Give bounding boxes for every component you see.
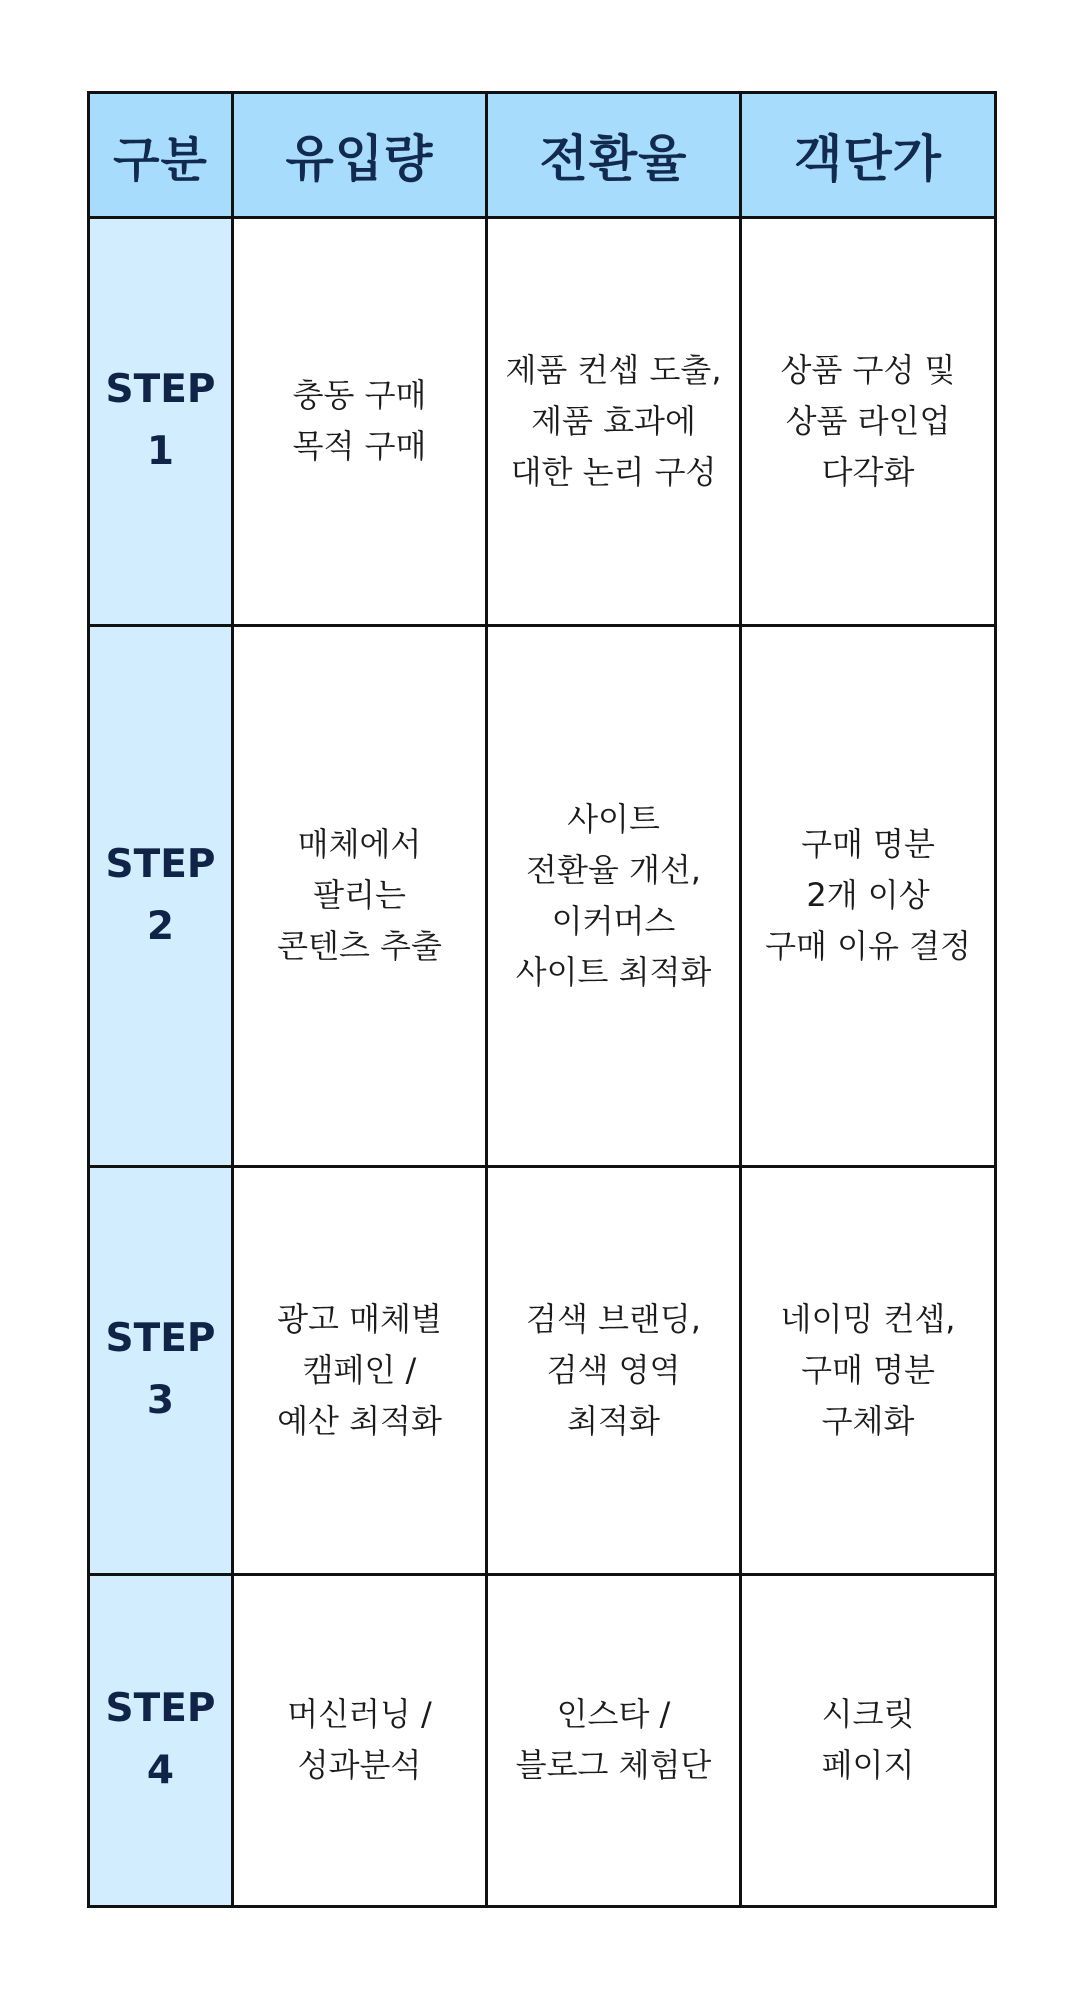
step-text: STEP 1 — [105, 367, 216, 475]
table-cell — [741, 1574, 996, 1906]
header-traffic: 유입량 — [233, 93, 487, 218]
step-text: STEP 3 — [105, 1316, 216, 1424]
table-header-row — [89, 93, 996, 218]
header-conversion-rate: 전환율 — [487, 93, 741, 218]
table-cell — [233, 218, 487, 626]
step-label — [89, 1574, 233, 1906]
table-cell — [233, 1574, 487, 1906]
strategy-table — [87, 91, 997, 1908]
table-cell — [741, 1167, 996, 1575]
cell-text: 매체에서 팔리는 콘텐츠 추출 — [277, 825, 442, 966]
strategy-table-container — [87, 91, 994, 1908]
step-label — [89, 218, 233, 626]
step-label — [89, 1167, 233, 1575]
table-row — [89, 218, 996, 626]
table-cell — [741, 625, 996, 1166]
table-row — [89, 1574, 996, 1906]
table-cell — [487, 625, 741, 1166]
step-text: STEP 2 — [105, 841, 216, 949]
cell-text: 검색 브랜딩, 검색 영역 최적화 — [526, 1299, 701, 1440]
table-cell — [487, 218, 741, 626]
cell-text: 제품 컨셉 도출, 제품 효과에 대한 논리 구성 — [505, 350, 722, 491]
cell-text: 상품 구성 및 상품 라인업 다각화 — [780, 350, 956, 491]
cell-text: 구매 명분 2개 이상 구매 이유 결정 — [765, 825, 971, 966]
cell-text: 사이트 전환율 개선, 이커머스 사이트 최적화 — [515, 799, 712, 991]
table-row — [89, 625, 996, 1166]
table-cell — [487, 1574, 741, 1906]
cell-text: 인스타 / 블로그 체험단 — [515, 1695, 712, 1785]
header-category: 구분 — [89, 93, 233, 218]
table-cell — [487, 1167, 741, 1575]
cell-text: 광고 매체별 캠페인 / 예산 최적화 — [277, 1299, 442, 1440]
cell-text: 시크릿 페이지 — [821, 1695, 915, 1785]
table-cell — [233, 1167, 487, 1575]
table-row — [89, 1167, 996, 1575]
step-label — [89, 625, 233, 1166]
cell-text: 충동 구매 목적 구매 — [292, 376, 427, 466]
table-cell — [741, 218, 996, 626]
cell-text: 머신러닝 / 성과분석 — [287, 1695, 432, 1785]
table-cell — [233, 625, 487, 1166]
cell-text: 네이밍 컨셉, 구매 명분 구체화 — [780, 1299, 956, 1440]
step-text: STEP 4 — [105, 1686, 216, 1794]
header-average-order-value: 객단가 — [741, 93, 996, 218]
